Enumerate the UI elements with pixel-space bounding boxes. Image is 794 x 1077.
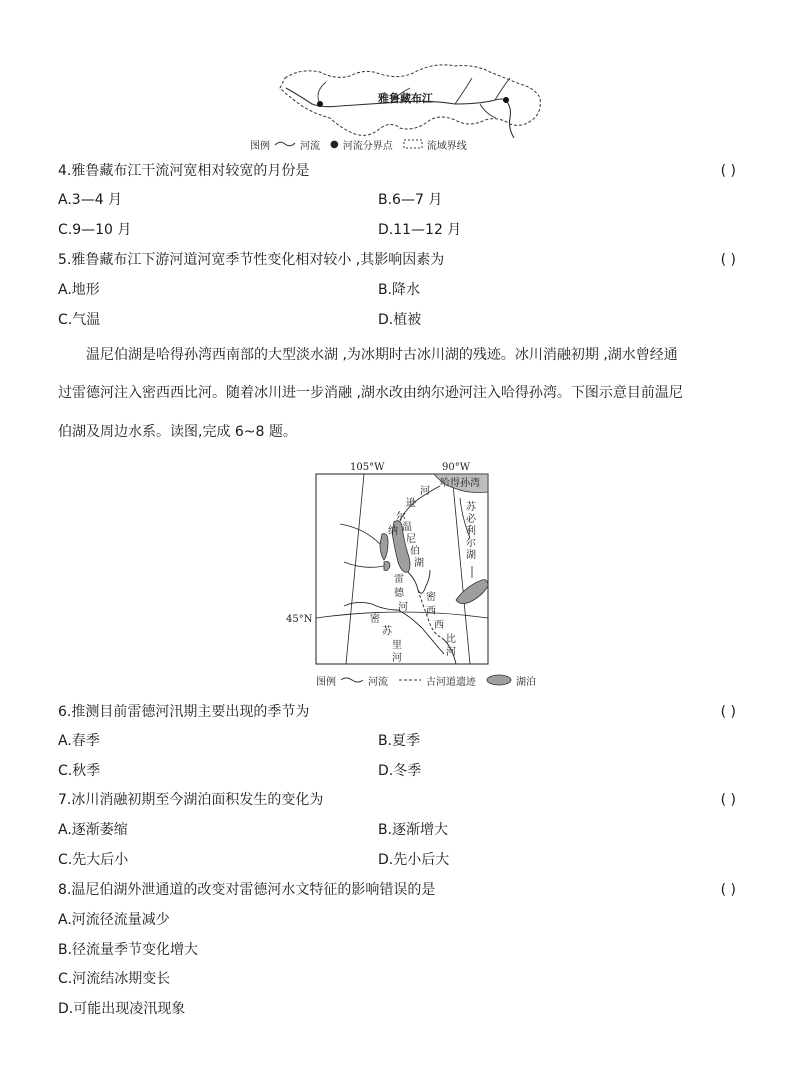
superior-char: 尔 [466, 538, 476, 549]
missouri-char: 里 [392, 640, 402, 651]
question-4-answer-blank[interactable]: ( ) [720, 163, 736, 179]
lat-label-45n: 45°N [286, 614, 313, 625]
passage-line-2: 过雷德河注入密西西比河。随着冰川进一步消融 ,湖水改由纳尔逊河注入哈得孙湾。下图示意目前温尼 [58, 385, 683, 401]
superior-char: 湖 [466, 550, 476, 561]
legend-basin-boundary: 流域界线 [426, 140, 467, 152]
legend-river-icon [274, 139, 296, 149]
q6-option-d[interactable]: D.冬季 [378, 763, 422, 779]
legend-point-icon: ● [330, 138, 339, 150]
q6-option-b[interactable]: B.夏季 [378, 733, 421, 749]
question-8-answer-blank[interactable]: ( ) [720, 882, 736, 898]
superior-char: 苏 [466, 502, 476, 513]
winnipeg-map-svg [284, 458, 494, 668]
superior-char: 必 [466, 514, 476, 525]
nelson-char: 逊 [406, 498, 416, 509]
legend-title: 图例 [250, 140, 270, 152]
divide-point [317, 101, 323, 107]
legend-river-icon [340, 675, 364, 685]
missouri-char: 密 [370, 614, 380, 625]
q5-option-b[interactable]: B.降水 [378, 282, 421, 298]
passage-line-1: 温尼伯湖是哈得孙湾西南部的大型淡水湖 ,为冰期时古冰川湖的残迹。冰川消融初期 ,湖水曾经通 [86, 347, 678, 363]
river-label-yarlung: 雅鲁藏布江 [378, 92, 433, 105]
legend-lake-icon [486, 674, 512, 686]
question-5-stem: 5.雅鲁藏布江下游河道河宽季节性变化相对较小 ,其影响因素为 [58, 252, 445, 268]
q7-option-b[interactable]: B.逐渐增大 [378, 822, 449, 838]
q5-option-c[interactable]: C.气温 [58, 312, 101, 328]
q4-option-b[interactable]: B.6—7 月 [378, 192, 443, 208]
missouri-char: 河 [392, 653, 402, 664]
tributary-line [318, 82, 326, 104]
red-river-char: 河 [398, 602, 408, 613]
q4-option-d[interactable]: D.11—12 月 [378, 222, 462, 238]
q8-option-c[interactable]: C.河流结冰期变长 [58, 971, 171, 987]
red-river-char: 德 [394, 588, 404, 599]
q4-option-a[interactable]: A.3—4 月 [58, 192, 123, 208]
mississippi-char: 密 [426, 592, 436, 603]
question-5-answer-blank[interactable]: ( ) [720, 252, 736, 268]
q8-option-d[interactable]: D.可能出现凌汛现象 [58, 1001, 186, 1017]
q8-option-a[interactable]: A.河流径流量减少 [58, 912, 170, 928]
q7-option-d[interactable]: D.先小后大 [378, 852, 450, 868]
tributary-line [480, 104, 496, 118]
mississippi-char: 比 [446, 634, 456, 645]
question-7-answer-blank[interactable]: ( ) [720, 792, 736, 808]
missouri-char: 苏 [382, 626, 392, 637]
legend-lake: 湖泊 [516, 676, 536, 688]
nelson-char: 尔 [396, 512, 406, 523]
lon-label-90w: 90°W [442, 462, 471, 473]
question-4-stem: 4.雅鲁藏布江干流河宽相对较宽的月份是 [58, 163, 310, 179]
figure-winnipeg-map [284, 458, 494, 668]
nelson-char: 河 [420, 486, 430, 497]
legend-boundary-icon [403, 139, 423, 149]
legend-old-channel: 古河道遗迹 [426, 676, 476, 688]
q6-option-c[interactable]: C.秋季 [58, 763, 101, 779]
legend-old-channel-icon [398, 675, 422, 685]
mississippi-char: 河 [446, 647, 456, 658]
q5-option-d[interactable]: D.植被 [378, 312, 422, 328]
figure1-legend [250, 137, 467, 151]
q8-option-b[interactable]: B.径流量季节变化增大 [58, 942, 199, 958]
winnipeg-char: 尼 [406, 534, 416, 545]
q6-option-a[interactable]: A.春季 [58, 733, 100, 749]
legend-river: 河流 [368, 676, 388, 688]
winnipeg-char: 温 [402, 522, 412, 533]
red-river-char: 雷 [394, 574, 404, 585]
mississippi-char: 西 [434, 620, 444, 631]
tributary-line [495, 78, 510, 100]
passage-line-3: 伯湖及周边水系。读图,完成 6~8 题。 [58, 424, 297, 440]
question-6-answer-blank[interactable]: ( ) [720, 704, 736, 720]
legend-river: 河流 [300, 140, 320, 152]
question-8-stem: 8.温尼伯湖外泄通道的改变对雷德河水文特征的影响错误的是 [58, 882, 436, 898]
winnipeg-char: 湖 [414, 558, 424, 569]
superior-char: 利 [466, 526, 476, 537]
winnipeg-char: 伯 [410, 546, 420, 557]
question-7-stem: 7.冰川消融初期至今湖泊面积发生的变化为 [58, 792, 324, 808]
q4-option-c[interactable]: C.9—10 月 [58, 222, 132, 238]
legend-divide-point: 河流分界点 [342, 140, 393, 152]
q7-option-a[interactable]: A.逐渐萎缩 [58, 822, 128, 838]
q5-option-a[interactable]: A.地形 [58, 282, 100, 298]
mississippi-char: 西 [426, 606, 436, 617]
question-6-stem: 6.推测目前雷德河汛期主要出现的季节为 [58, 704, 310, 720]
nelson-char: 纳 [388, 526, 398, 537]
lon-label-105w: 105°W [350, 462, 385, 473]
q7-option-c[interactable]: C.先大后小 [58, 852, 129, 868]
figure2-legend [316, 673, 536, 687]
hudson-bay-label: 哈得孙湾 [440, 478, 480, 489]
legend-title: 图例 [316, 676, 336, 688]
divide-point [503, 97, 509, 103]
tributary-line [455, 78, 472, 104]
